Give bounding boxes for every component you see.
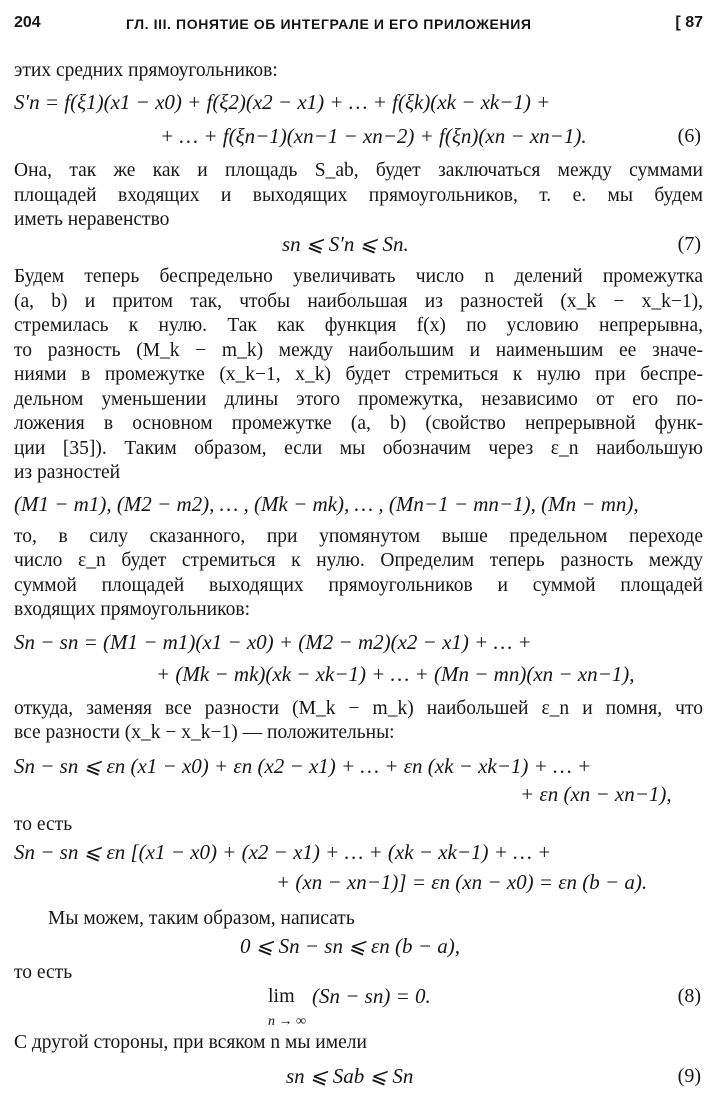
factored-estimate-line-2: + (xn − xn−1)] = εn (xn − x0) = εn (b − a). (276, 870, 648, 894)
equation-number-7: (7) (677, 233, 701, 255)
estimate-line-2: + εn (xn − xn−1), (520, 782, 672, 806)
difference-sum-line-1: Sn − sn = (M1 − m1)(x1 − x0) + (M2 − m2)(x2 − x1) + … + (14, 630, 532, 654)
factored-estimate-line-1: Sn − sn ⩽ εn [(x1 − x0) + (x2 − x1) + … + (xk − xk−1) + … + (14, 840, 552, 864)
text-line: (a, b) и притом так, чтобы наибольшая из разностей (x_k − x_k−1), (14, 291, 703, 312)
text-line: ниями в промежутке (x_k−1, x_k) будет стремиться к нулю при беспре- (14, 364, 703, 385)
text-line: ложения в основном промежутке (a, b) (свойство непрерывной функ- (14, 413, 703, 434)
page-number: 204 (14, 14, 41, 31)
section-number: [ 87 (675, 14, 703, 31)
differences-list: (M1 − m1), (M2 − m2), … , (Mk − mk), … , (Mn−1 − mn−1), (Mn − mn), (14, 492, 639, 516)
text-line: дельном уменьшении длины этого промежутка, независимо от его по- (14, 389, 703, 410)
text-line: из разностей (14, 462, 121, 483)
text-line: то есть (14, 962, 73, 983)
equation-number-9: (9) (677, 1065, 701, 1087)
equation-number-8: (8) (677, 985, 701, 1007)
text-line: суммой площадей выходящих прямоугольников и суммой площадей (14, 575, 703, 596)
text-line: ции [35]). Таким образом, если мы обозначим через ε_n наибольшую (14, 438, 703, 459)
text-line: то есть (14, 814, 73, 835)
text-line: все разности (x_k − x_k−1) — положительны: (14, 722, 395, 743)
limit-operator (268, 984, 306, 1029)
equation-9: sn ⩽ Sab ⩽ Sn (286, 1064, 414, 1088)
text-line: площадей входящих и выходящих прямоугольников, т. е. мы будем (14, 185, 703, 206)
difference-sum-line-2: + (Mk − mk)(xk − xk−1) + … + (Mn − mn)(xn − xn−1), (156, 662, 635, 686)
text-line: иметь неравенство (14, 209, 170, 230)
text-line: С другой стороны, при всяком n мы имели (14, 1032, 367, 1053)
text-line: Мы можем, таким образом, написать (48, 908, 355, 929)
text-line: Будем теперь беспредельно увеличивать число n делений промежутка (14, 266, 703, 287)
text-line: этих средних прямоугольников: (14, 60, 278, 81)
text-line: стремилась к нулю. Так как функция f(x) по условию непрерывна, (14, 315, 703, 336)
estimate-line-1: Sn − sn ⩽ εn (x1 − x0) + εn (x2 − x1) + … + εn (xk − xk−1) + … + (14, 754, 592, 778)
text-line: откуда, заменяя все разности (M_k − m_k) наибольшей ε_n и помня, что (14, 698, 703, 719)
text-line: то, в силу сказанного, при упомянутом выше предельном переходе (14, 526, 703, 547)
text-line: то разность (M_k − m_k) между наибольшим и наименьшим ее значе- (14, 340, 703, 361)
equation-8: (Sn − sn) = 0. (312, 984, 431, 1008)
equation-6-line-2: + … + f(ξn−1)(xn−1 − xn−2) + f(ξn)(xn − xn−1). (160, 124, 587, 148)
limit-label: lim (268, 985, 295, 1007)
text-line: входящих прямоугольников: (14, 599, 250, 620)
text-line: Она, так же как и площадь S_ab, будет заключаться между суммами (14, 160, 703, 181)
inequality-bound: 0 ⩽ Sn − sn ⩽ εn (b − a), (240, 934, 460, 958)
running-title: ГЛ. III. ПОНЯТИЕ ОБ ИНТЕГРАЛЕ И ЕГО ПРИЛОЖЕНИЯ (126, 16, 532, 32)
page-header (14, 14, 703, 40)
equation-7: sn ⩽ S′n ⩽ Sn. (282, 232, 409, 256)
equation-6-line-1: S′n = f(ξ1)(x1 − x0) + f(ξ2)(x2 − x1) + … + f(ξk)(xk − xk−1) + (14, 90, 551, 114)
equation-number-6: (6) (677, 125, 701, 147)
limit-subscript: n → ∞ (268, 1014, 306, 1029)
text-line: число ε_n будет стремиться к нулю. Определим теперь разность между (14, 550, 703, 571)
